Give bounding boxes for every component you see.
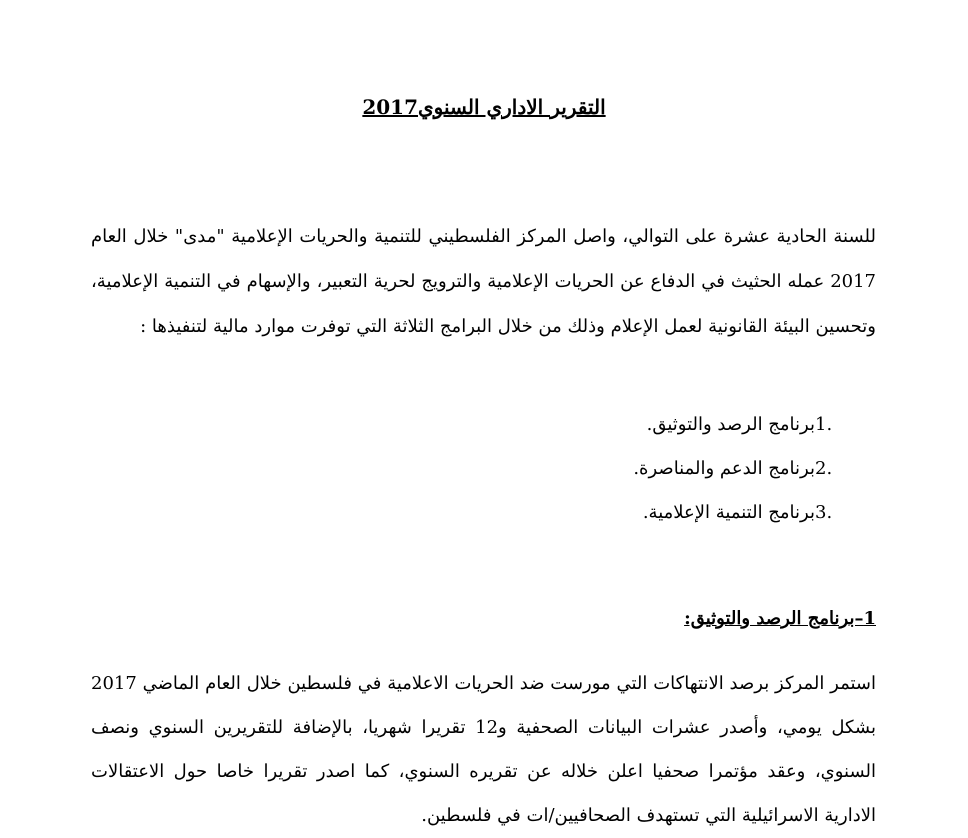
list-item-label: برنامج التنمية الإعلامية.	[642, 502, 815, 523]
list-item	[143, 491, 843, 535]
list-item	[143, 447, 843, 491]
list-item	[143, 403, 843, 447]
section-paragraph: استمر المركز برصد الانتهاكات التي مورست ضد الحريات الاعلامية في فلسطين خلال العام الماضي 2017 بشكل يومي، وأصدر عشرات البيانات الصحفية و12 تقريرا شهريا، بالإضافة للتقريرين السنوي ونصف السنوي، وعقد مؤتمرا صحفيا اعلن خلاله عن تقريره السنوي، كما اصدر تقريرا خاصا حول الاعتقالات الادارية الاسرائيلية التي تستهدف الصحافيين/ات في فلسطين.	[91, 673, 876, 826]
list-item-label: برنامج الرصد والتوثيق.	[646, 414, 815, 435]
list-item-number: 2.	[815, 458, 833, 479]
list-item-number: 1.	[815, 414, 833, 435]
programs-list	[143, 403, 843, 535]
list-item-label: برنامج الدعم والمناصرة.	[633, 458, 815, 479]
page-title: التقرير الاداري السنوي2017	[362, 95, 606, 119]
intro-paragraph: للسنة الحادية عشرة على التوالي، واصل المركز الفلسطيني للتنمية والحريات الإعلامية "مدى" خلال العام 2017 عمله الحثيث في الدفاع عن الحريات الإعلامية والترويج لحرية التعبير، والإسهام في التنمية الإعلامية، وتحسين البيئة القانونية لعمل الإعلام وذلك من خلال البرامج الثلاثة التي توفرت موارد مالية لتنفيذها :	[91, 226, 876, 337]
list-item-number: 3.	[815, 502, 833, 523]
section-heading: 1–برنامج الرصد والتوثيق:	[684, 608, 876, 629]
